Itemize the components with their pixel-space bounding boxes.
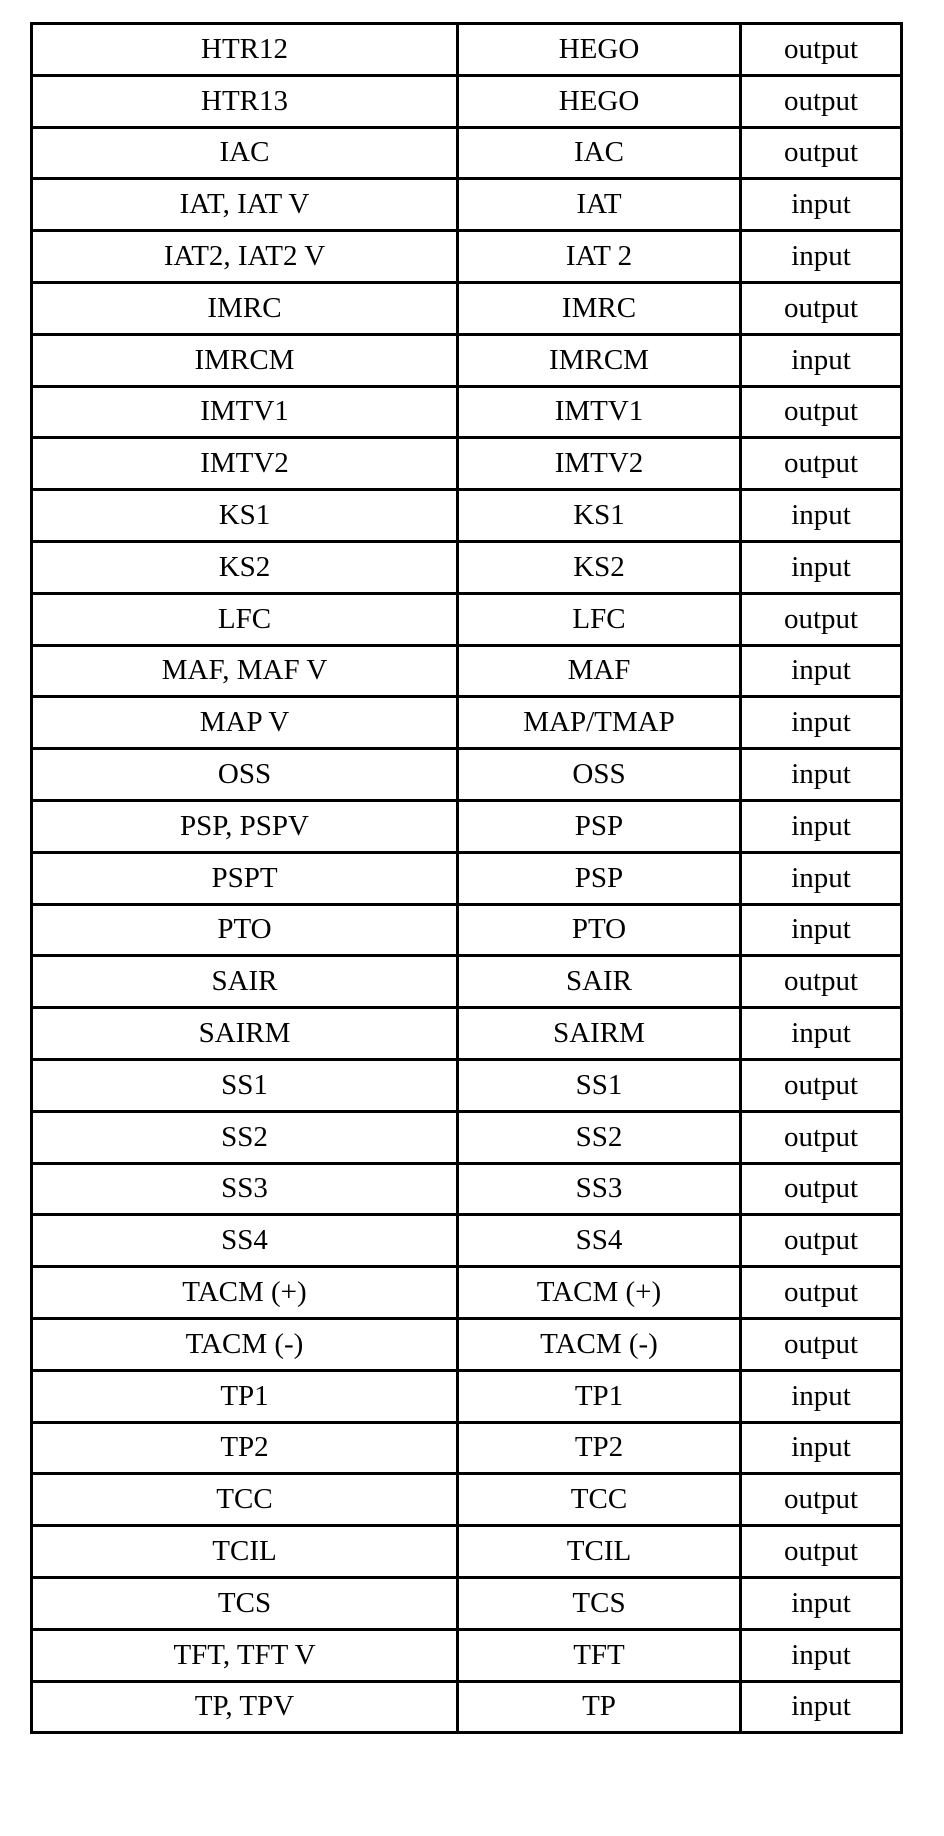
circuit-cell: SS4 [458, 1215, 741, 1267]
table-row [32, 334, 902, 386]
signal-name-cell: TACM (+) [32, 1267, 458, 1319]
circuit-cell: IAT [458, 179, 741, 231]
table-row [32, 231, 902, 283]
signal-name-cell: TP, TPV [32, 1681, 458, 1733]
signal-name-cell: SS3 [32, 1163, 458, 1215]
signal-name-cell: TCIL [32, 1526, 458, 1578]
direction-cell: output [741, 1267, 902, 1319]
direction-cell: input [741, 334, 902, 386]
direction-cell: input [741, 697, 902, 749]
signal-name-cell: HTR13 [32, 75, 458, 127]
signal-name-cell: TP2 [32, 1422, 458, 1474]
signal-name-cell: MAP V [32, 697, 458, 749]
table-row [32, 1629, 902, 1681]
direction-cell: input [741, 490, 902, 542]
table-body [32, 24, 902, 1733]
circuit-cell: PSP [458, 852, 741, 904]
circuit-cell: MAF [458, 645, 741, 697]
direction-cell: output [741, 1111, 902, 1163]
circuit-cell: KS1 [458, 490, 741, 542]
direction-cell: output [741, 1215, 902, 1267]
table-row [32, 904, 902, 956]
circuit-cell: HEGO [458, 24, 741, 76]
circuit-cell: SS3 [458, 1163, 741, 1215]
direction-cell: input [741, 1370, 902, 1422]
signal-name-cell: IMTV2 [32, 438, 458, 490]
signal-name-cell: IMRC [32, 282, 458, 334]
table-row [32, 386, 902, 438]
direction-cell: output [741, 75, 902, 127]
circuit-cell: PSP [458, 800, 741, 852]
table-row [32, 1059, 902, 1111]
circuit-cell: LFC [458, 593, 741, 645]
signal-table [30, 22, 903, 1734]
table-row [32, 1008, 902, 1060]
table-row [32, 1681, 902, 1733]
direction-cell: output [741, 1474, 902, 1526]
signal-name-cell: HTR12 [32, 24, 458, 76]
circuit-cell: KS2 [458, 541, 741, 593]
circuit-cell: SS1 [458, 1059, 741, 1111]
circuit-cell: HEGO [458, 75, 741, 127]
direction-cell: input [741, 852, 902, 904]
direction-cell: input [741, 749, 902, 801]
direction-cell: output [741, 438, 902, 490]
direction-cell: output [741, 956, 902, 1008]
signal-name-cell: LFC [32, 593, 458, 645]
circuit-cell: MAP/TMAP [458, 697, 741, 749]
signal-name-cell: TACM (-) [32, 1318, 458, 1370]
signal-name-cell: PSP, PSPV [32, 800, 458, 852]
signal-name-cell: PSPT [32, 852, 458, 904]
direction-cell: output [741, 1163, 902, 1215]
signal-name-cell: TCS [32, 1577, 458, 1629]
table-row [32, 956, 902, 1008]
signal-name-cell: SAIRM [32, 1008, 458, 1060]
direction-cell: input [741, 541, 902, 593]
direction-cell: output [741, 282, 902, 334]
direction-cell: input [741, 1577, 902, 1629]
circuit-cell: IAT 2 [458, 231, 741, 283]
table-row [32, 1422, 902, 1474]
direction-cell: input [741, 1422, 902, 1474]
circuit-cell: TCS [458, 1577, 741, 1629]
direction-cell: output [741, 593, 902, 645]
signal-name-cell: SAIR [32, 956, 458, 1008]
table-row [32, 852, 902, 904]
direction-cell: input [741, 1008, 902, 1060]
signal-name-cell: TP1 [32, 1370, 458, 1422]
circuit-cell: TCC [458, 1474, 741, 1526]
table-row [32, 645, 902, 697]
table-row [32, 282, 902, 334]
table-row [32, 593, 902, 645]
table-row [32, 541, 902, 593]
circuit-cell: TP [458, 1681, 741, 1733]
circuit-cell: SS2 [458, 1111, 741, 1163]
circuit-cell: TACM (-) [458, 1318, 741, 1370]
table-row [32, 1526, 902, 1578]
direction-cell: input [741, 645, 902, 697]
direction-cell: output [741, 1526, 902, 1578]
table-row [32, 1111, 902, 1163]
circuit-cell: IMRCM [458, 334, 741, 386]
signal-name-cell: PTO [32, 904, 458, 956]
table-row [32, 1163, 902, 1215]
circuit-cell: IMTV1 [458, 386, 741, 438]
signal-name-cell: KS2 [32, 541, 458, 593]
signal-name-cell: KS1 [32, 490, 458, 542]
table-row [32, 1370, 902, 1422]
signal-name-cell: MAF, MAF V [32, 645, 458, 697]
table-row [32, 75, 902, 127]
circuit-cell: TCIL [458, 1526, 741, 1578]
circuit-cell: PTO [458, 904, 741, 956]
signal-name-cell: TCC [32, 1474, 458, 1526]
signal-name-cell: SS2 [32, 1111, 458, 1163]
table-row [32, 1267, 902, 1319]
table-row [32, 800, 902, 852]
table-row [32, 438, 902, 490]
signal-name-cell: OSS [32, 749, 458, 801]
table-row [32, 1318, 902, 1370]
table-row [32, 179, 902, 231]
circuit-cell: SAIR [458, 956, 741, 1008]
table-row [32, 1577, 902, 1629]
table-row [32, 1474, 902, 1526]
direction-cell: output [741, 1059, 902, 1111]
circuit-cell: TP1 [458, 1370, 741, 1422]
direction-cell: output [741, 386, 902, 438]
direction-cell: input [741, 1629, 902, 1681]
table-row [32, 490, 902, 542]
table-row [32, 749, 902, 801]
circuit-cell: IMTV2 [458, 438, 741, 490]
direction-cell: output [741, 24, 902, 76]
direction-cell: input [741, 904, 902, 956]
signal-name-cell: IMTV1 [32, 386, 458, 438]
signal-name-cell: SS4 [32, 1215, 458, 1267]
signal-name-cell: IAC [32, 127, 458, 179]
direction-cell: input [741, 800, 902, 852]
circuit-cell: IMRC [458, 282, 741, 334]
direction-cell: input [741, 231, 902, 283]
table-row [32, 1215, 902, 1267]
direction-cell: input [741, 1681, 902, 1733]
signal-name-cell: IMRCM [32, 334, 458, 386]
signal-name-cell: TFT, TFT V [32, 1629, 458, 1681]
circuit-cell: SAIRM [458, 1008, 741, 1060]
circuit-cell: IAC [458, 127, 741, 179]
direction-cell: output [741, 1318, 902, 1370]
circuit-cell: TACM (+) [458, 1267, 741, 1319]
signal-name-cell: SS1 [32, 1059, 458, 1111]
circuit-cell: TFT [458, 1629, 741, 1681]
signal-name-cell: IAT2, IAT2 V [32, 231, 458, 283]
circuit-cell: TP2 [458, 1422, 741, 1474]
direction-cell: input [741, 179, 902, 231]
table-row [32, 697, 902, 749]
table-row [32, 127, 902, 179]
direction-cell: output [741, 127, 902, 179]
signal-name-cell: IAT, IAT V [32, 179, 458, 231]
table-row [32, 24, 902, 76]
circuit-cell: OSS [458, 749, 741, 801]
